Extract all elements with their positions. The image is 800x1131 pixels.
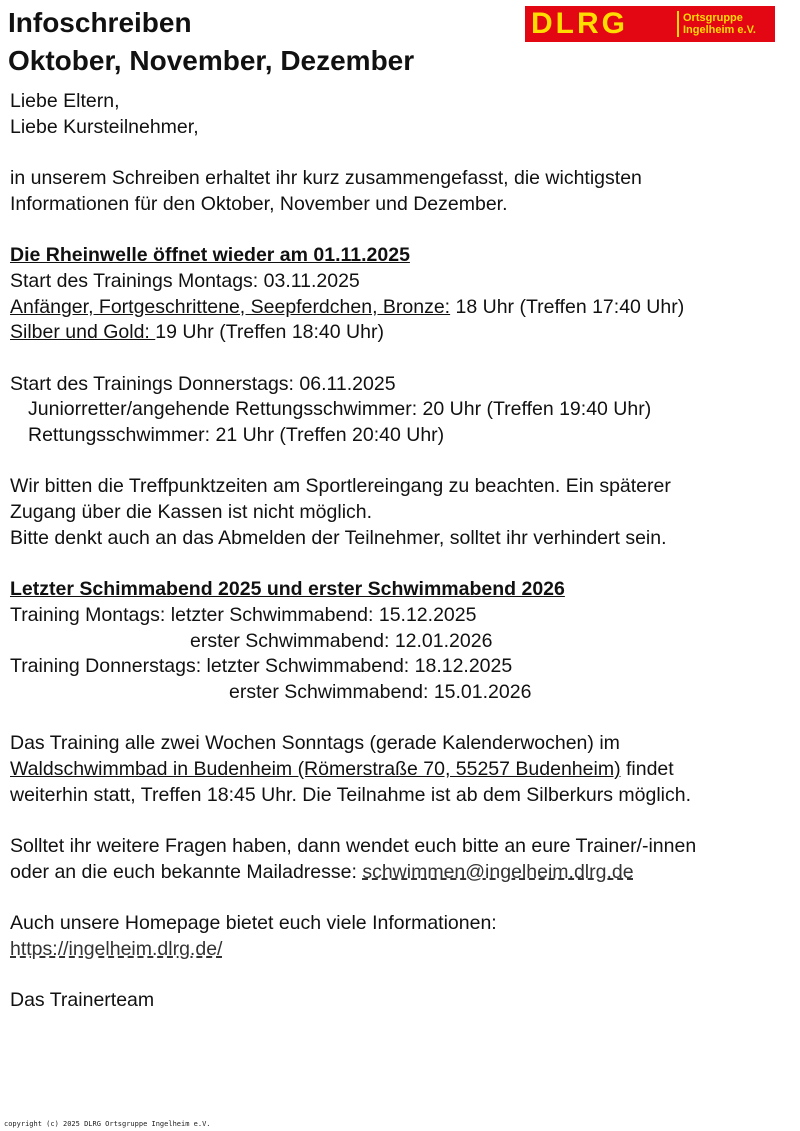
- blank-line: [10, 886, 790, 912]
- thursday-last-session: Training Donnerstags: letzter Schwimmabend: 18.12.2025: [10, 655, 513, 678]
- logo-subtitle-line-2: Ingelheim e.V.: [683, 24, 756, 36]
- contact-line-2: [10, 860, 790, 886]
- group-2-time: 19 Uhr (Treffen 18:40 Uhr): [155, 321, 384, 344]
- blank-line: [10, 706, 790, 732]
- signature: Das Trainerteam: [10, 989, 155, 1012]
- homepage-row: [10, 937, 790, 963]
- group-2-label: Silber und Gold:: [10, 321, 156, 344]
- monday-first-session: erster Schwimmabend: 12.01.2026: [190, 629, 493, 652]
- contact-prefix: oder an die euch bekannte Mailadresse:: [10, 860, 363, 883]
- sunday-line-1: Das Training alle zwei Wochen Sonntags (gerade Kalenderwochen) im: [10, 732, 620, 755]
- blank-line: [10, 809, 790, 835]
- notice-line-3: Bitte denkt auch an das Abmelden der Teilnehmer, solltet ihr verhindert sein.: [10, 526, 667, 549]
- blank-line: [10, 963, 790, 989]
- greeting-line-2: Liebe Kursteilnehmer,: [10, 115, 199, 138]
- logo-divider: [677, 11, 679, 37]
- blank-line: [10, 449, 790, 475]
- logo-wordmark: DLRG: [531, 7, 628, 40]
- sunday-line-3: weiterhin statt, Treffen 18:45 Uhr. Die Teilnahme ist ab dem Silberkurs möglich.: [10, 783, 692, 806]
- title-line-1: Infoschreiben: [8, 7, 192, 38]
- email-link[interactable]: schwimmen@ingelheim.dlrg.de: [362, 860, 634, 883]
- thursday-group-1: Juniorretter/angehende Rettungsschwimmer: 20 Uhr (Treffen 19:40 Uhr): [28, 398, 652, 421]
- monday-start: Start des Trainings Montags: 03.11.2025: [10, 269, 360, 292]
- title-line-2: Oktober, November, Dezember: [8, 45, 415, 76]
- intro-line-1: in unserem Schreiben erhaltet ihr kurz zusammengefasst, die wichtigsten: [10, 167, 642, 190]
- blank-line: [10, 218, 790, 244]
- homepage-link[interactable]: https://ingelheim.dlrg.de/: [10, 938, 223, 961]
- letter-body: [10, 89, 790, 1014]
- group-1-time: 18 Uhr (Treffen 17:40 Uhr): [450, 295, 685, 318]
- sunday-location: Waldschwimmbad in Budenheim (Römerstraße 70, 55257 Budenheim): [10, 758, 621, 781]
- greeting-line-1: Liebe Eltern,: [10, 90, 120, 112]
- monday-last-session: Training Montags: letzter Schwimmabend: 15.12.2025: [10, 603, 477, 626]
- monday-group-1: [10, 295, 790, 321]
- dlrg-logo: [525, 6, 775, 42]
- notice-line-2: Zugang über die Kassen ist nicht möglich.: [10, 501, 373, 524]
- section-heading-rheinwelle: Die Rheinwelle öffnet wieder am 01.11.2025: [10, 244, 410, 267]
- contact-line-1: Solltet ihr weitere Fragen haben, dann wendet euch bitte an eure Trainer/-innen: [10, 835, 697, 858]
- group-1-label: Anfänger, Fortgeschrittene, Seepferdchen, Bronze:: [10, 295, 451, 318]
- thursday-first-session: erster Schwimmabend: 15.01.2026: [229, 681, 532, 704]
- thursday-start: Start des Trainings Donnerstags: 06.11.2025: [10, 372, 396, 395]
- sunday-line-2-suffix: findet: [620, 758, 674, 781]
- page-title: [8, 4, 414, 80]
- blank-line: [10, 140, 790, 166]
- sunday-line-2: [10, 757, 790, 783]
- copyright-footer: copyright (c) 2025 DLRG Ortsgruppe Ingelheim e.V.: [4, 1120, 211, 1128]
- thursday-group-2: Rettungsschwimmer: 21 Uhr (Treffen 20:40 Uhr): [28, 424, 445, 447]
- blank-line: [10, 552, 790, 578]
- logo-subtitle: [683, 12, 756, 36]
- section-heading-schwimmabend: Letzter Schimmabend 2025 und erster Schwimmabend 2026: [10, 578, 565, 601]
- monday-group-2: [10, 320, 790, 346]
- intro-line-2: Informationen für den Oktober, November und Dezember.: [10, 192, 508, 215]
- blank-line: [10, 346, 790, 372]
- homepage-line: Auch unsere Homepage bietet euch viele Informationen:: [10, 912, 497, 935]
- notice-line-1: Wir bitten die Treffpunktzeiten am Sportlereingang zu beachten. Ein späterer: [10, 475, 671, 498]
- logo-subtitle-line-1: Ortsgruppe: [683, 12, 743, 24]
